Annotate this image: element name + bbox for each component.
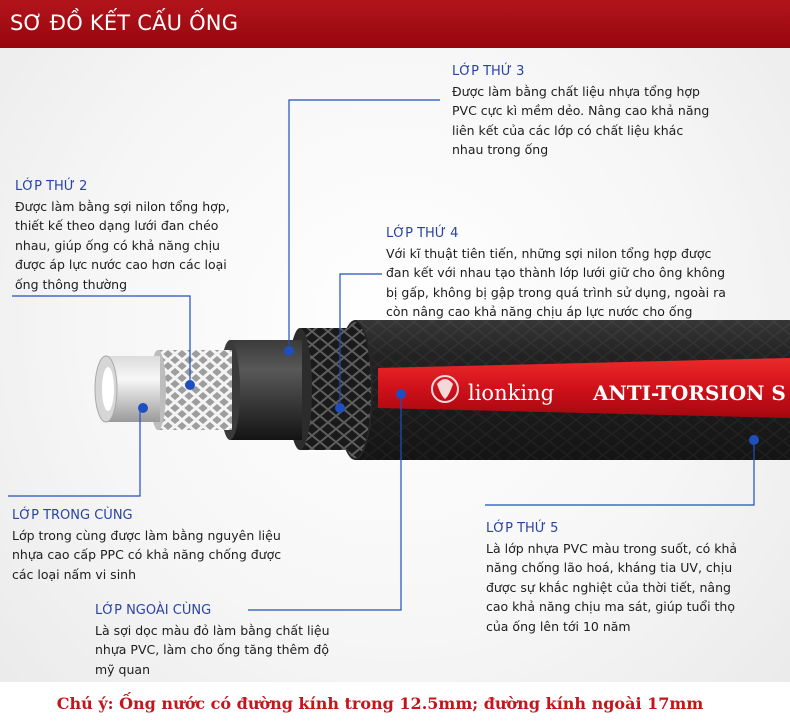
label-layer3 [452,62,709,160]
label-inner [12,506,281,584]
label-text: Lớp trong cùng được làm bằng nguyên liệu nhựa cao cấp PPC có khả năng chống được các loại nấm vi sinh [12,527,282,582]
label-title: LỚP THỨ 4 [386,226,459,241]
label-title: LỚP TRONG CÙNG [12,508,133,523]
marker-layer2 [185,380,195,390]
marker-inner [138,403,148,413]
footnote-text: Chú ý: Ống nước có đường kính trong 12.5mm; đường kính ngoài 17mm [56,694,704,713]
brand-name: lionking [468,381,555,405]
label-text: Với kĩ thuật tiên tiến, những sợi nilon tổng hợp được đan kết với nhau tạo thành lớp lưới giữ cho ông không bị gấp, không bị gập trong quá trình sử dụng, ngoài ra còn nâng cao khả năng chịu áp lực nước cho ống [386,245,726,319]
label-text: Được làm bằng chất liệu nhựa tổng hợp PVC cực kì mềm dẻo. Nâng cao khả năng liên kết của các lớp có chất liệu khác nhau trong ống [452,83,710,157]
marker-outer [396,389,406,399]
white-mesh-layer [158,350,232,430]
brand-slogan: ANTI-TORSION S [593,381,786,405]
label-text: Là sợi dọc màu đỏ làm bằng chất liệu nhựa PVC, làm cho ống tăng thêm độ mỹ quan [95,622,330,677]
label-layer4 [386,224,726,322]
footnote-bar [0,682,790,723]
label-layer5 [486,519,737,636]
label-title: LỚP THỨ 2 [15,179,88,194]
leader-inner [8,410,140,496]
label-text: Là lớp nhựa PVC màu trong suốt, có khả năng chống lão hoá, kháng tia UV, chịu được sự khắc nghiệt của thời tiết, nâng cao khả năng chịu ma sát, giúp tuổi thọ của ống lên tới 10 năm [486,540,738,634]
label-layer2 [15,177,230,294]
label-text: Được làm bằng sợi nilon tổng hợp, thiết kế theo dạng lưới đan chéo nhau, giúp ống có khả năng chịu được áp lực nước cao hơn các loại ống thông thường [15,198,230,292]
marker-layer3 [284,346,294,356]
label-title: LỚP THỨ 3 [452,64,525,79]
page-title: SƠ ĐỒ KẾT CẤU ỐNG [10,11,239,35]
marker-layer4 [335,403,345,413]
header-banner [0,0,790,48]
marker-layer5 [749,435,759,445]
label-outer [95,601,330,679]
label-title: LỚP NGOÀI CÙNG [95,603,212,618]
label-title: LỚP THỨ 5 [486,521,559,536]
